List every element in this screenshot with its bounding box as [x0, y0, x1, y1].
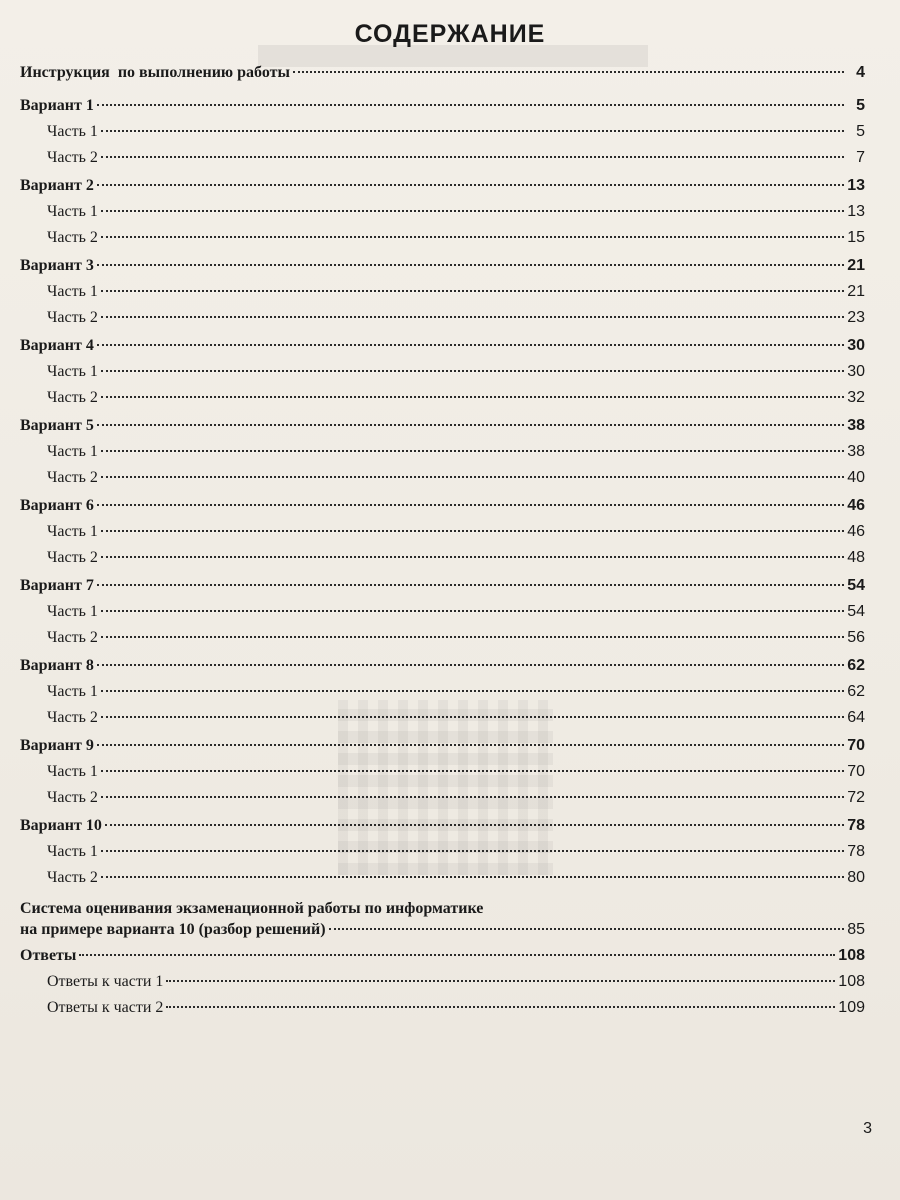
- toc-item-label: Часть 2: [47, 469, 98, 486]
- dot-leader: [97, 184, 844, 186]
- dot-leader: [101, 530, 844, 532]
- toc-item-page: 78: [847, 843, 865, 860]
- toc-item-variant-10-part-1: [20, 842, 865, 862]
- toc-item-variant-9-part-2: [20, 788, 865, 808]
- toc-item-label: Вариант 3: [20, 257, 94, 274]
- page-title: СОДЕРЖАНИЕ: [354, 20, 546, 48]
- dot-leader: [166, 1006, 835, 1008]
- toc-item-label: Часть 2: [47, 629, 98, 646]
- dot-leader: [97, 504, 844, 506]
- dot-leader: [101, 876, 844, 878]
- dot-leader: [97, 104, 844, 106]
- toc-item-page: 23: [847, 309, 865, 326]
- toc-item-assessment-system: [20, 898, 865, 940]
- toc-item-answers-part-2: [20, 998, 865, 1018]
- dot-leader: [329, 928, 845, 930]
- page-number: 3: [863, 1120, 872, 1137]
- toc-item-page: 46: [847, 523, 865, 540]
- toc-item-label: Часть 1: [47, 363, 98, 380]
- toc-item-variant-4: [20, 336, 865, 356]
- toc-item-page: 15: [847, 229, 865, 246]
- toc-item-page: 70: [847, 763, 865, 780]
- toc-item-variant-8-part-2: [20, 708, 865, 728]
- dot-leader: [101, 796, 844, 798]
- dot-leader: [101, 370, 844, 372]
- toc-item-page: 85: [847, 921, 865, 938]
- toc-item-label-line-2: на примере варианта 10 (разбор решений): [20, 921, 326, 938]
- toc-item-variant-2: [20, 176, 865, 196]
- toc-item-page: 38: [847, 417, 865, 434]
- toc-item-variant-10: [20, 816, 865, 836]
- dot-leader: [101, 130, 844, 132]
- toc-item-page: 13: [847, 177, 865, 194]
- toc-item-variant-10-part-2: [20, 868, 865, 888]
- toc-item-page: 32: [847, 389, 865, 406]
- dot-leader: [101, 716, 844, 718]
- toc-item-page: 54: [847, 603, 865, 620]
- toc-item-page: 56: [847, 629, 865, 646]
- toc-item-label: Ответы: [20, 947, 77, 964]
- toc-item-label: Часть 1: [47, 683, 98, 700]
- dot-leader: [101, 770, 844, 772]
- dot-leader: [101, 556, 844, 558]
- toc-item-variant-6-part-1: [20, 522, 865, 542]
- toc-item-variant-9-part-1: [20, 762, 865, 782]
- toc-item-page: 108: [838, 947, 865, 964]
- toc-item-answers-part-1: [20, 972, 865, 992]
- toc-item-page: 21: [847, 257, 865, 274]
- toc-item-label-line-1: Система оценивания экзаменационной работы по информатике: [20, 900, 484, 917]
- toc-item-variant-7-part-2: [20, 628, 865, 648]
- toc-item-label: Часть 1: [47, 203, 98, 220]
- toc-item-variant-2-part-1: [20, 202, 865, 222]
- toc-item-label: Часть 1: [47, 763, 98, 780]
- toc-item-variant-3-part-2: [20, 308, 865, 328]
- toc-item-label: Часть 2: [47, 869, 98, 886]
- dot-leader: [101, 850, 844, 852]
- toc-item-label: Вариант 10: [20, 817, 102, 834]
- toc-item-label: Часть 2: [47, 789, 98, 806]
- dot-leader: [101, 690, 844, 692]
- toc-item-variant-5-part-2: [20, 468, 865, 488]
- toc-item-variant-5: [20, 416, 865, 436]
- dot-leader: [97, 744, 844, 746]
- toc-item-label: Часть 1: [47, 603, 98, 620]
- toc-item-label: Вариант 9: [20, 737, 94, 754]
- toc-item-page: 5: [856, 97, 865, 114]
- dot-leader: [97, 584, 844, 586]
- toc-item-variant-2-part-2: [20, 228, 865, 248]
- toc-item-variant-4-part-1: [20, 362, 865, 382]
- toc-item-variant-9: [20, 736, 865, 756]
- toc-item-label: Инструкция по выполнению работы: [20, 64, 290, 81]
- toc-item-page: 62: [847, 683, 865, 700]
- toc-item-label: Часть 1: [47, 283, 98, 300]
- toc-item-page: 21: [847, 283, 865, 300]
- toc-item-variant-7-part-1: [20, 602, 865, 622]
- toc-item-instruction: [20, 63, 865, 83]
- toc-item-page: 4: [856, 64, 865, 81]
- toc-item-page: 40: [847, 469, 865, 486]
- toc-item-page: 70: [847, 737, 865, 754]
- toc-item-variant-6-part-2: [20, 548, 865, 568]
- toc-item-label: Ответы к части 1: [47, 973, 164, 990]
- toc-item-label: Часть 2: [47, 229, 98, 246]
- toc-item-label: Ответы к части 2: [47, 999, 164, 1016]
- toc-item-variant-3-part-1: [20, 282, 865, 302]
- toc-item-label: Вариант 5: [20, 417, 94, 434]
- toc-item-page: 108: [838, 973, 865, 990]
- toc-item-label: Часть 1: [47, 523, 98, 540]
- dot-leader: [101, 210, 844, 212]
- dot-leader: [79, 954, 835, 956]
- toc-item-variant-1-part-2: [20, 148, 865, 168]
- dot-leader: [101, 396, 844, 398]
- toc-item-label: Вариант 4: [20, 337, 94, 354]
- toc-item-variant-5-part-1: [20, 442, 865, 462]
- toc-item-label: Часть 1: [47, 123, 98, 140]
- dot-leader: [293, 71, 844, 73]
- toc-item-label: Часть 1: [47, 843, 98, 860]
- toc-item-page: 80: [847, 869, 865, 886]
- toc-item-page: 54: [847, 577, 865, 594]
- toc-item-page: 30: [847, 337, 865, 354]
- toc-item-variant-1: [20, 96, 865, 116]
- toc-item-label: Часть 2: [47, 389, 98, 406]
- toc-item-label: Часть 2: [47, 709, 98, 726]
- dot-leader: [101, 450, 844, 452]
- toc-item-page: 5: [856, 123, 865, 140]
- dot-leader: [101, 290, 844, 292]
- dot-leader: [97, 344, 844, 346]
- toc-item-label: Часть 2: [47, 309, 98, 326]
- toc-item-answers: [20, 946, 865, 966]
- toc-item-variant-3: [20, 256, 865, 276]
- dot-leader: [101, 636, 844, 638]
- toc-item-page: 13: [847, 203, 865, 220]
- toc-item-variant-4-part-2: [20, 388, 865, 408]
- toc-item-label: Вариант 2: [20, 177, 94, 194]
- dot-leader: [97, 424, 844, 426]
- toc-item-label: Часть 2: [47, 549, 98, 566]
- toc-item-label: Вариант 6: [20, 497, 94, 514]
- toc-item-page: 38: [847, 443, 865, 460]
- dot-leader: [97, 264, 844, 266]
- toc-item-label: Вариант 1: [20, 97, 94, 114]
- toc-item-page: 46: [847, 497, 865, 514]
- toc-item-page: 78: [847, 817, 865, 834]
- toc-item-label: Вариант 7: [20, 577, 94, 594]
- toc-item-label: Часть 1: [47, 443, 98, 460]
- toc-item-page: 62: [847, 657, 865, 674]
- toc-item-variant-8: [20, 656, 865, 676]
- dot-leader: [166, 980, 835, 982]
- toc-item-page: 7: [856, 149, 865, 166]
- dot-leader: [101, 610, 844, 612]
- toc-item-variant-7: [20, 576, 865, 596]
- toc-item-variant-1-part-1: [20, 122, 865, 142]
- toc-item-label: Вариант 8: [20, 657, 94, 674]
- dot-leader: [97, 664, 844, 666]
- dot-leader: [105, 824, 844, 826]
- toc-item-page: 72: [847, 789, 865, 806]
- dot-leader: [101, 316, 844, 318]
- dot-leader: [101, 476, 844, 478]
- toc-item-page: 64: [847, 709, 865, 726]
- toc-item-page: 48: [847, 549, 865, 566]
- toc-item-variant-8-part-1: [20, 682, 865, 702]
- dot-leader: [101, 156, 844, 158]
- toc-item-variant-6: [20, 496, 865, 516]
- toc-item-label: Часть 2: [47, 149, 98, 166]
- toc-item-page: 30: [847, 363, 865, 380]
- toc-item-page: 109: [838, 999, 865, 1016]
- dot-leader: [101, 236, 844, 238]
